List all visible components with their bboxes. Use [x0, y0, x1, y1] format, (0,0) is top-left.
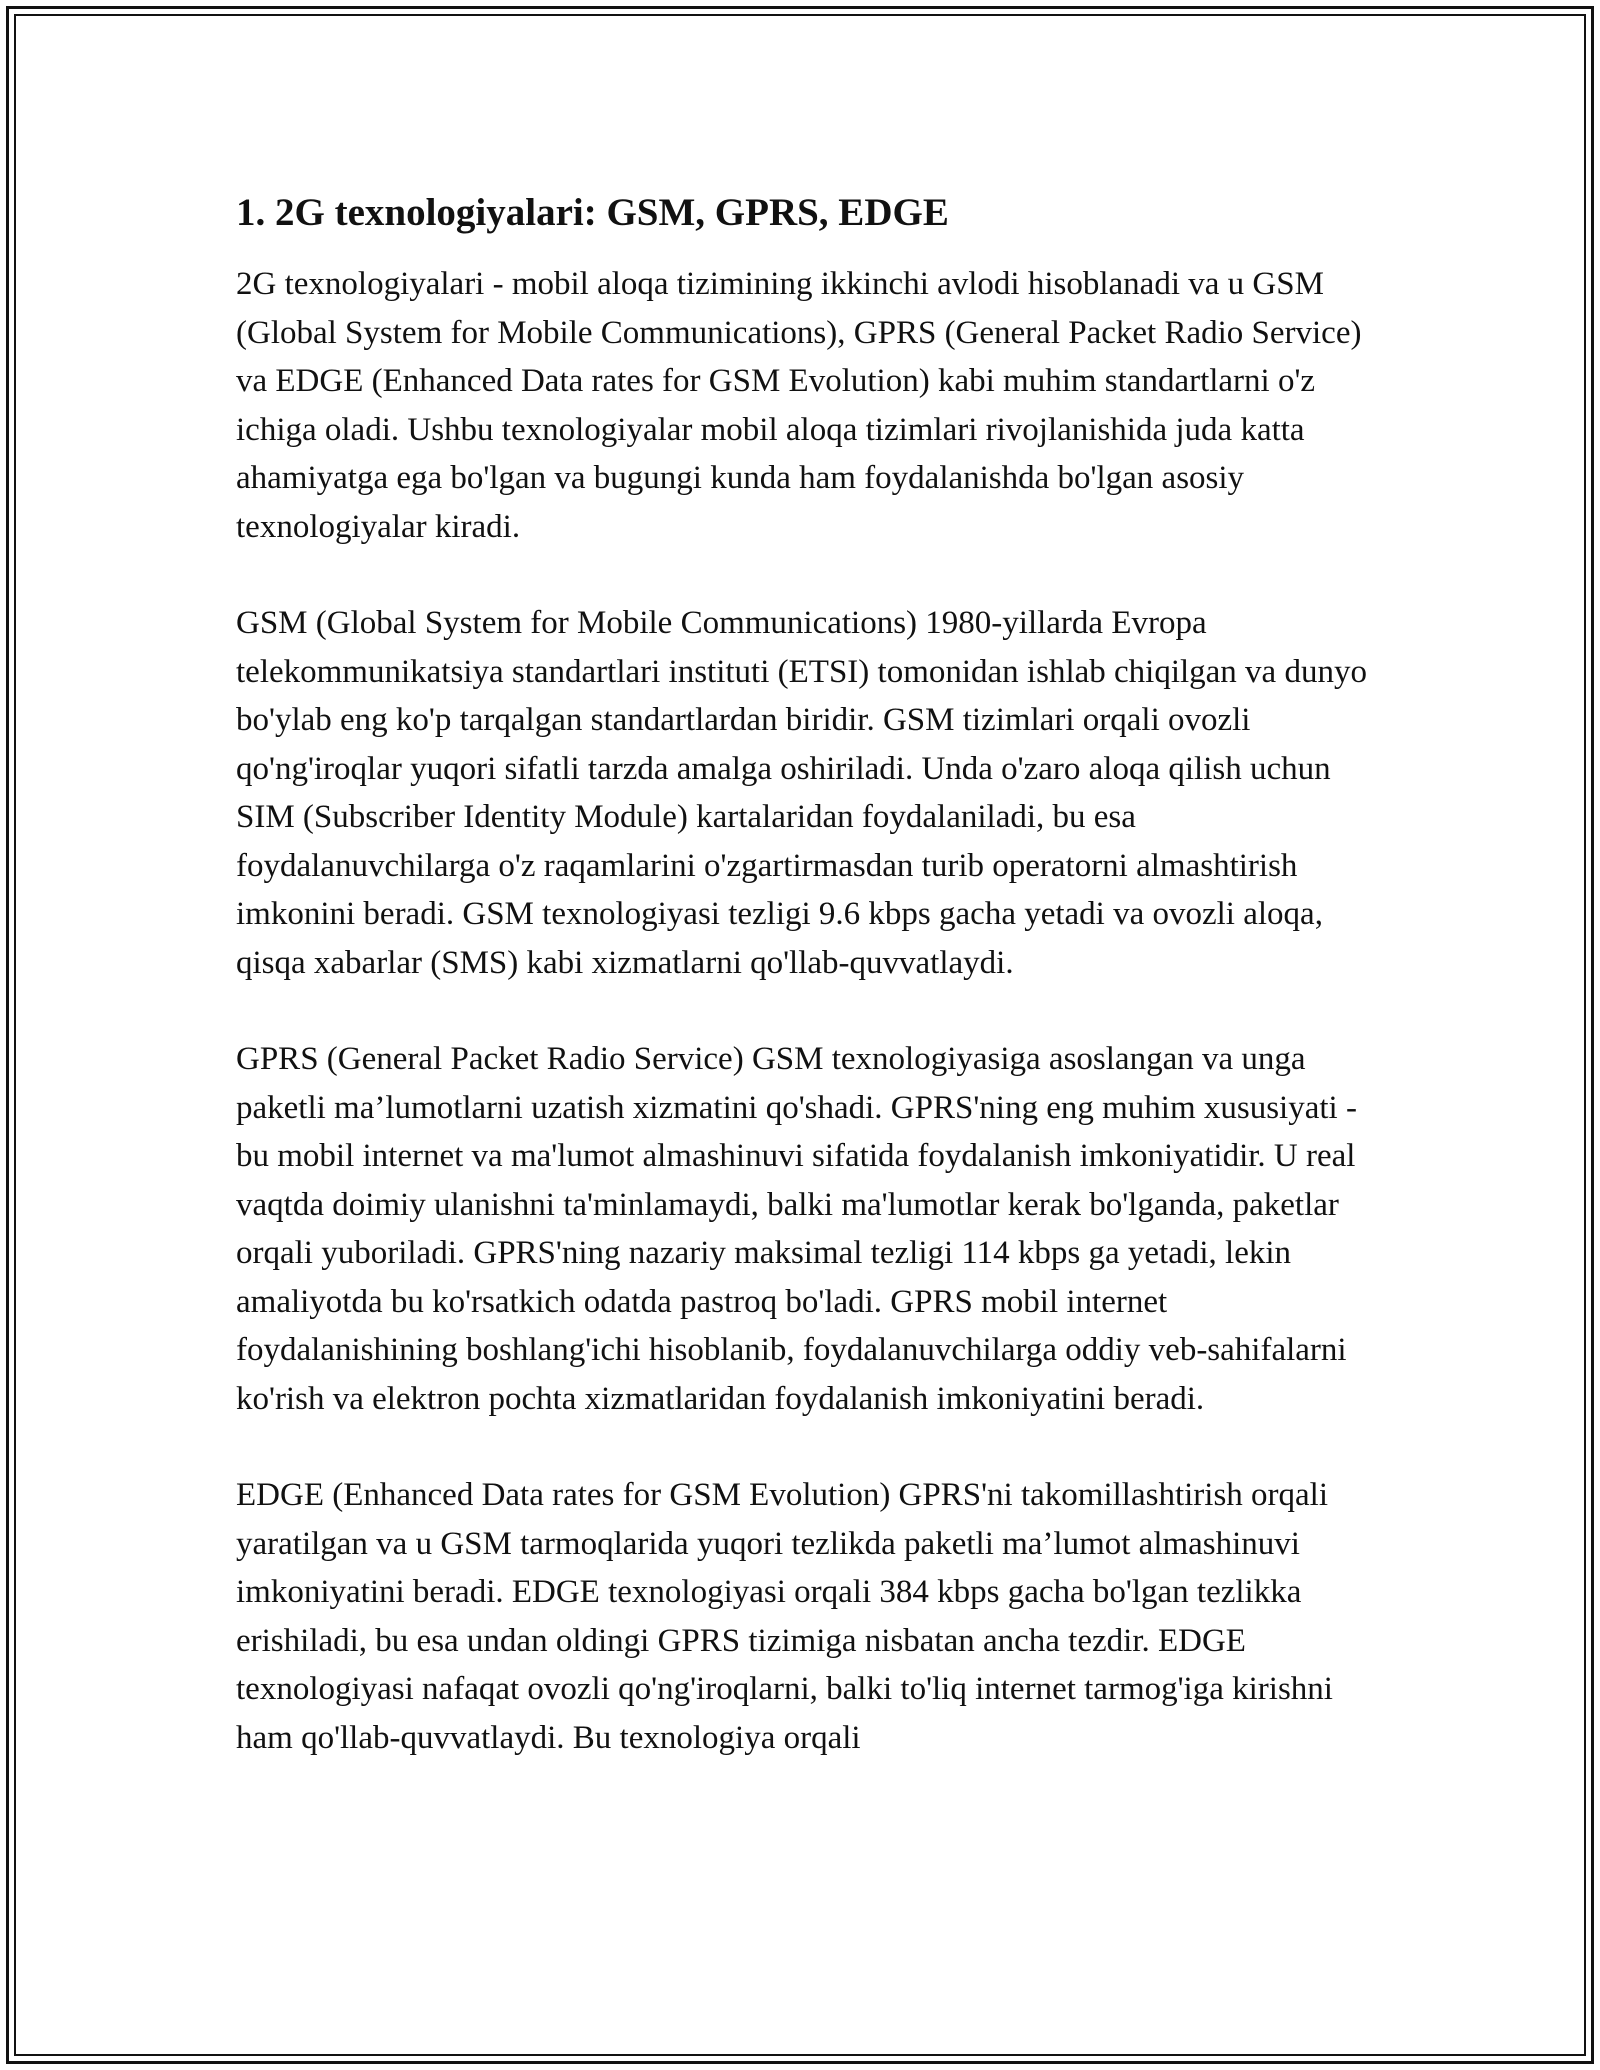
section-heading: 1. 2G texnologiyalari: GSM, GPRS, EDGE: [236, 191, 949, 234]
paragraph-intro: 2G texnologiyalari - mobil aloqa tizimining ikkinchi avlodi hisoblanadi va u GSM (Global System for Mobile Communications), GPRS (General Packet Radio Service) va EDGE (Enhanced Data rates for GSM Evolution) kabi muhim standartlarni o'z ichiga oladi. Ushbu texnologiyalar mobil aloqa tizimlari rivojlanishida juda katta ahamiyatga ega bo'lgan va bugungi kunda ham foydalanishda bo'lgan asosiy texnologiyalar kiradi.: [236, 266, 1362, 545]
paragraph-gsm: GSM (Global System for Mobile Communications) 1980-yillarda Evropa telekommunikatsiya standartlari instituti (ETSI) tomonidan ishlab chiqilgan va dunyo bo'ylab eng ko'p tarqalgan standartlardan biridir. GSM tizimlari orqali ovozli qo'ng'iroqlar yuqori sifatli tarzda amalga oshiriladi. Unda o'zaro aloqa qilish uchun SIM (Subscriber Identity Module) kartalaridan foydalaniladi, bu esa foydalanuvchilarga o'z raqamlarini o'zgartirmasdan turib operatorni almashtirish imkonini beradi. GSM texnologiyasi tezligi 9.6 kbps gacha yetadi va ovozli aloqa, qisqa xabarlar (SMS) kabi xizmatlarni qo'llab-quvvatlaydi.: [236, 605, 1367, 981]
paragraph-gprs: GPRS (General Packet Radio Service) GSM texnologiyasiga asoslangan va unga paketli ma’lumotlarni uzatish xizmatini qo'shadi. GPRS'ning eng muhim xususiyati - bu mobil internet va ma'lumot almashinuvi sifatida foydalanish imkoniyatidir. U real vaqtda doimiy ulanishni ta'minlamaydi, balki ma'lumotlar kerak bo'lganda, paketlar orqali yuboriladi. GPRS'ning nazariy maksimal tezligi 114 kbps ga yetadi, lekin amaliyotda bu ko'rsatkich odatda pastroq bo'ladi. GPRS mobil internet foydalanishining boshlang'ichi hisoblanib, foydalanuvchilarga oddiy veb-sahifalarni ko'rish va elektron pochta xizmatlaridan foydalanish imkoniyatini beradi.: [236, 1041, 1357, 1417]
paragraph-edge: EDGE (Enhanced Data rates for GSM Evolution) GPRS'ni takomillashtirish orqali yaratilgan va u GSM tarmoqlarida yuqori tezlikda paketli ma’lumot almashinuvi imkoniyatini beradi. EDGE texnologiyasi orqali 384 kbps gacha bo'lgan tezlikka erishiladi, bu esa undan oldingi GPRS tizimiga nisbatan ancha tezdir. EDGE texnologiyasi nafaqat ovozli qo'ng'iroqlarni, balki to'liq internet tarmog'iga kirishni ham qo'llab-quvvatlaydi. Bu texnologiya orqali: [236, 1477, 1333, 1756]
document-body: [236, 186, 1376, 1810]
